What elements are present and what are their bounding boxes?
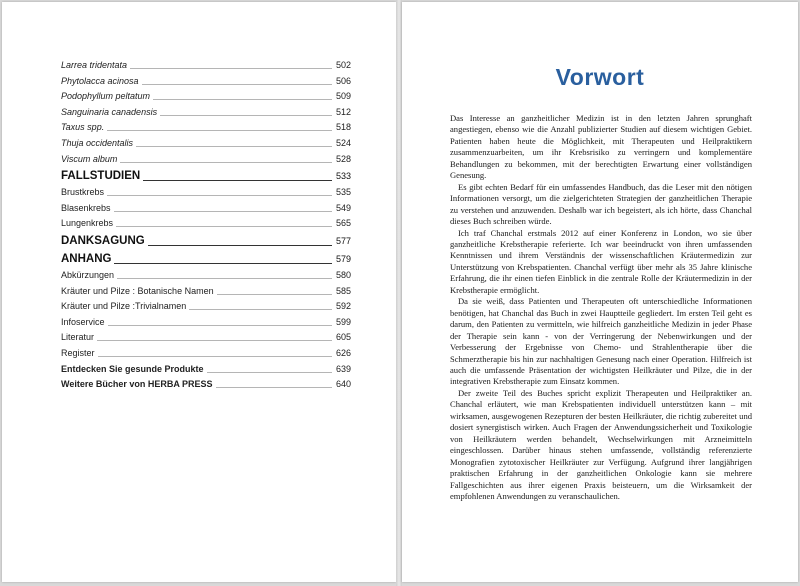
toc-leader-line bbox=[160, 114, 332, 116]
toc-entry-page: 626 bbox=[335, 347, 351, 358]
toc-entry-title: Podophyllum peltatum bbox=[61, 91, 153, 102]
toc-entry[interactable] bbox=[61, 218, 351, 229]
toc-leader-line bbox=[97, 339, 332, 341]
toc-section-title: FALLSTUDIEN bbox=[61, 169, 143, 183]
toc-entry-title: Taxus spp. bbox=[61, 122, 107, 133]
toc-entry-title: Kräuter und Pilze :Trivialnamen bbox=[61, 301, 189, 312]
toc-entry-title: Abkürzungen bbox=[61, 270, 117, 281]
toc-leader-line bbox=[153, 98, 332, 100]
toc-section[interactable] bbox=[61, 169, 351, 183]
foreword-paragraph: Ich traf Chanchal erstmals 2012 auf einer Konferenz in London, wo sie über ganzheitliche Krebstherapie referierte. Ich war beeindruckt von ihren umfassenden Kenntnissen und ihrem Verständnis der wissenschaftlichen Kräutermedizin zur Unterstützung von Krebspatienten. Chanchal verfügt über mehr als 35 Jahre klinische Erfahrung, die ihr einen tiefen Einblick in die zentrale Rolle der Kräutermedizin in der Krebstherapie ermöglicht. bbox=[450, 227, 752, 295]
toc-leader-line bbox=[216, 386, 332, 388]
toc-leader-line bbox=[98, 355, 332, 357]
toc-entry-page: 599 bbox=[335, 316, 351, 327]
foreword-heading: Vorwort bbox=[555, 64, 645, 90]
toc-leader-line bbox=[217, 293, 332, 295]
toc-entry-page: 585 bbox=[335, 285, 351, 296]
toc-entry-title: Viscum album bbox=[61, 154, 120, 165]
toc-entry-title: Brustkrebs bbox=[61, 187, 107, 198]
toc-entry-page: 580 bbox=[335, 269, 351, 280]
toc-entry[interactable] bbox=[61, 286, 351, 297]
table-of-contents bbox=[61, 60, 351, 395]
toc-leader-line bbox=[189, 308, 332, 310]
toc-entry-page: 524 bbox=[335, 137, 351, 148]
toc-leader-line bbox=[143, 179, 332, 181]
toc-entry[interactable] bbox=[61, 91, 351, 102]
foreword-paragraph: Es gibt echten Bedarf für ein umfassendes Handbuch, das die Leser mit den nötigen Informationen versorgt, um die zielgerichteten Strategien der ganzheitlichen Therapie zu verstehen und anzuwenden. Deshalb war ich begeistert, als ich hörte, dass Chanchal dieses Buch schreiben würde. bbox=[450, 181, 752, 227]
toc-entry-page: 639 bbox=[335, 363, 351, 374]
toc-entry[interactable] bbox=[61, 154, 351, 165]
left-page bbox=[2, 2, 396, 582]
foreword-paragraph: Der zweite Teil des Buches spricht explizit Therapeuten und Heilpraktiker an. Chanchal erläutert, wie man Krebspatienten individuell unterstützen kann – mit wirksamen, ausgewogenen Rezepturen der besten Heilkräuter, die richtig zubereitet und dosiert synergistisch wirken. Auch Fragen der Anwendungssicherheit und Toxikologie von Heilkräutern werden behandelt, Wechselwirkungen mit Arzneimitteln eingeschlossen. Darüber hinaus stehen umfassende, vollständig referenzierte Monografien zytotoxischer Heilkräuter zur Verfügung. Aufgrund ihrer langjährigen praktischen Erfahrung in der ganzheitlichen Onkologie kann sie mehrere Fallgeschichten aus ihrer eigenen Praxis beisteuern, um die Wirksamkeit der empfohlenen Anwendungen zu veranschaulichen. bbox=[450, 387, 752, 501]
toc-leader-line bbox=[136, 145, 332, 147]
toc-entry[interactable] bbox=[61, 203, 351, 214]
toc-entry[interactable] bbox=[61, 76, 351, 87]
toc-leader-line bbox=[130, 67, 332, 69]
toc-leader-line bbox=[120, 161, 332, 163]
toc-section-title: ANHANG bbox=[61, 252, 114, 266]
toc-entry-page: 577 bbox=[335, 235, 351, 246]
toc-entry-page: 512 bbox=[335, 106, 351, 117]
foreword-paragraph: Da sie weiß, dass Patienten und Therapeuten oft unterschiedliche Informationen benötigen, hat Chanchal das Buch in zwei Hauptteile gegliedert. Im ersten Teil geht es darum, den Patienten zu vermitteln, wie hilfreich ganzheitliche Medizin in jeder Phase der Therapie sein kann - von der Verringerung der Nebenwirkungen und der Verbesserung der Ergebnisse von Chemo- und Strahlentherapie über die Schmerztherapie bis hin zur nachhaltigen Genesung nach einer Operation. Hilfreich ist auch die umfassende Präsentation der wichtigsten Heilkräuter und Pilze, die in der integrativen Krebstherapie zum Einsatz kommen. bbox=[450, 296, 752, 387]
toc-entry-page: 549 bbox=[335, 202, 351, 213]
toc-entry[interactable] bbox=[61, 60, 351, 71]
toc-entry-page: 592 bbox=[335, 301, 351, 312]
toc-entry-page: 640 bbox=[335, 379, 351, 390]
toc-entry[interactable] bbox=[61, 301, 351, 312]
toc-leader-line bbox=[107, 194, 332, 196]
foreword-paragraph: Das Interesse an ganzheitlicher Medizin ist in den letzten Jahren sprunghaft angestiegen, ebenso wie die Anzahl publizierter Studien auf diesem wichtigen Gebiet. Patienten haben heute die Möglichkeit, mit Therapeuten und Heilpraktikern zusammenzuarbeiten, um ihr Krebsrisiko zu verringern und komplementäre Behandlungen zu bekommen, mit der berechtigten Erwartung einer vollständigen Genesung. bbox=[450, 113, 752, 181]
toc-entry-page: 518 bbox=[335, 122, 351, 133]
toc-entry-page: 565 bbox=[335, 218, 351, 229]
toc-leader-line bbox=[117, 277, 332, 279]
toc-entry-title: Thuja occidentalis bbox=[61, 138, 136, 149]
toc-entry-page: 579 bbox=[335, 253, 351, 264]
toc-entry[interactable] bbox=[61, 332, 351, 343]
toc-leader-line bbox=[207, 371, 332, 373]
toc-entry[interactable] bbox=[61, 317, 351, 328]
toc-entry-title: Literatur bbox=[61, 332, 97, 343]
toc-entry-title: Kräuter und Pilze : Botanische Namen bbox=[61, 286, 217, 297]
toc-entry[interactable] bbox=[61, 187, 351, 198]
right-page bbox=[402, 2, 798, 582]
toc-entry-title: Entdecken Sie gesunde Produkte bbox=[61, 364, 207, 375]
toc-leader-line bbox=[108, 324, 332, 326]
toc-entry[interactable] bbox=[61, 379, 351, 390]
toc-entry-title: Phytolacca acinosa bbox=[61, 76, 142, 87]
toc-entry-page: 605 bbox=[335, 332, 351, 343]
toc-leader-line bbox=[107, 129, 332, 131]
toc-entry-page: 506 bbox=[335, 75, 351, 86]
toc-entry[interactable] bbox=[61, 138, 351, 149]
toc-entry-page: 535 bbox=[335, 187, 351, 198]
toc-entry-title: Blasenkrebs bbox=[61, 203, 114, 214]
toc-leader-line bbox=[114, 210, 332, 212]
toc-leader-line bbox=[114, 262, 331, 264]
toc-entry-title: Infoservice bbox=[61, 317, 108, 328]
toc-entry-title: Sanguinaria canadensis bbox=[61, 107, 160, 118]
toc-entry[interactable] bbox=[61, 122, 351, 133]
toc-entry[interactable] bbox=[61, 270, 351, 281]
toc-leader-line bbox=[116, 225, 332, 227]
toc-leader-line bbox=[142, 83, 332, 85]
toc-entry-page: 533 bbox=[335, 171, 351, 182]
toc-section[interactable] bbox=[61, 234, 351, 248]
toc-section[interactable] bbox=[61, 252, 351, 266]
foreword-body bbox=[450, 113, 752, 502]
toc-leader-line bbox=[148, 244, 332, 246]
toc-entry[interactable] bbox=[61, 348, 351, 359]
toc-entry-title: Register bbox=[61, 348, 98, 359]
toc-entry-title: Larrea tridentata bbox=[61, 60, 130, 71]
toc-entry[interactable] bbox=[61, 107, 351, 118]
toc-section-title: DANKSAGUNG bbox=[61, 234, 148, 248]
toc-entry-page: 509 bbox=[335, 91, 351, 102]
toc-entry-page: 528 bbox=[335, 153, 351, 164]
toc-entry-title: Lungenkrebs bbox=[61, 218, 116, 229]
toc-entry[interactable] bbox=[61, 364, 351, 375]
toc-entry-title: Weitere Bücher von HERBA PRESS bbox=[61, 379, 216, 390]
toc-entry-page: 502 bbox=[335, 60, 351, 70]
